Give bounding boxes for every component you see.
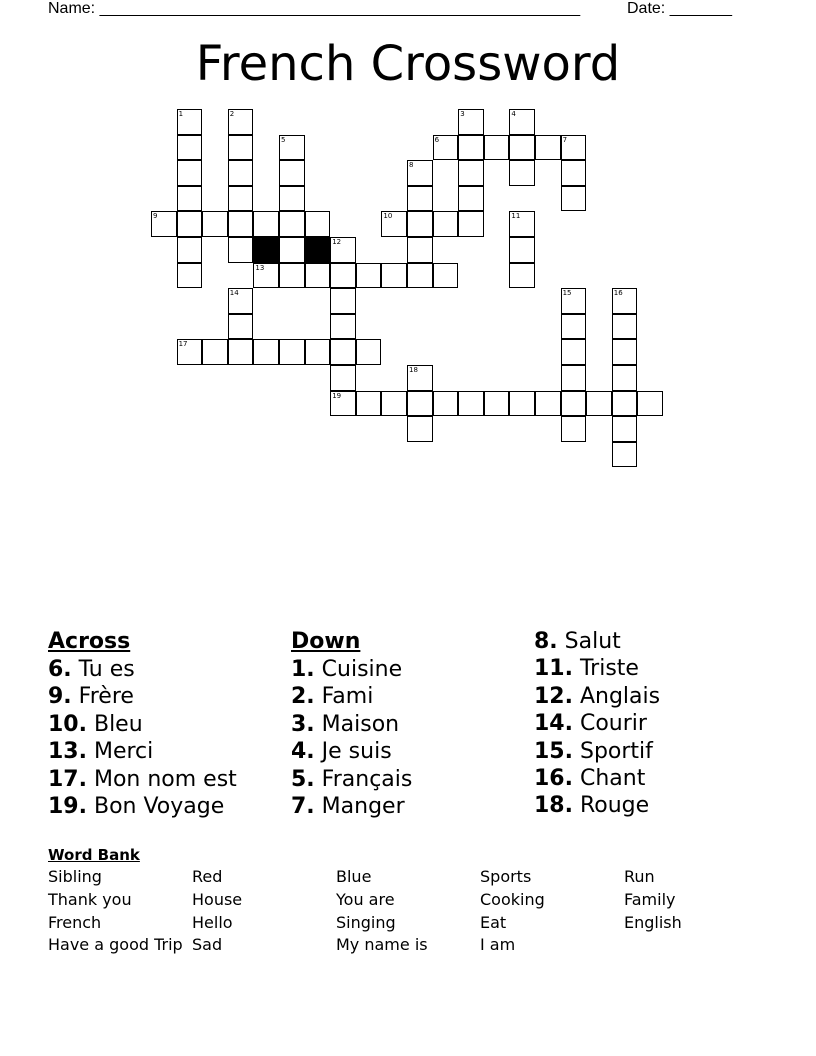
grid-cell[interactable]: [279, 135, 305, 161]
clue-item: [534, 792, 660, 819]
clue-text: Bon Voyage: [86, 794, 225, 820]
clue-number: 11.: [534, 656, 573, 682]
clue-text: Chant: [572, 766, 646, 792]
grid-cell[interactable]: [177, 339, 203, 365]
clue-number: 6: [434, 135, 440, 144]
clue-text: Français: [314, 766, 413, 792]
grid-cell[interactable]: [509, 211, 535, 237]
grid-cell[interactable]: [279, 186, 305, 212]
grid-cell[interactable]: [637, 391, 663, 417]
clue-number: 17: [178, 340, 188, 349]
grid-cell[interactable]: [228, 135, 254, 161]
word-bank-item: Blue: [336, 867, 372, 886]
grid-cell[interactable]: [433, 263, 459, 289]
word-bank-item: Sports: [480, 867, 532, 886]
clue-item: [48, 793, 237, 820]
clue-number: 12.: [534, 683, 573, 709]
grid-cell[interactable]: [330, 237, 356, 263]
grid-cell[interactable]: [561, 416, 587, 442]
across-heading: Across: [48, 629, 131, 654]
clue-text: Frère: [71, 684, 134, 710]
clue-number: 4: [511, 110, 516, 118]
clue-number: 2.: [291, 684, 315, 710]
grid-cell[interactable]: [407, 365, 433, 391]
grid-cell[interactable]: [612, 391, 638, 417]
word-bank-item: Red: [192, 867, 223, 886]
grid-cell[interactable]: [612, 339, 638, 365]
grid-cell[interactable]: [253, 263, 279, 289]
clue-number: 1.: [291, 657, 315, 682]
grid-cell[interactable]: [330, 288, 356, 314]
grid-cell[interactable]: [458, 160, 484, 186]
clue-number: 10.: [48, 711, 87, 737]
grid-cell[interactable]: [561, 339, 587, 365]
grid-cell[interactable]: [612, 288, 638, 314]
grid-cell[interactable]: [177, 211, 203, 237]
grid-cell[interactable]: [509, 237, 535, 263]
clue-number: 9: [153, 212, 158, 221]
clue-text: Fami: [314, 684, 374, 710]
grid-cell[interactable]: [305, 263, 331, 289]
grid-cell[interactable]: [561, 186, 587, 212]
clue-number: 6.: [48, 657, 72, 682]
clue-item: [291, 766, 412, 793]
clue-text: Maison: [314, 711, 400, 737]
clue-text: Manger: [314, 794, 405, 820]
word-bank-item: Sad: [192, 935, 223, 954]
grid-cell[interactable]: [356, 339, 382, 365]
grid-cell[interactable]: [612, 314, 638, 340]
word-bank-item: Hello: [192, 913, 233, 932]
clue-number: 3: [460, 110, 465, 118]
grid-block: [253, 237, 279, 263]
name-line: Name: ______________________________________________________: [48, 0, 581, 17]
clue-number: 11: [511, 212, 521, 221]
grid-cell[interactable]: [561, 160, 587, 186]
word-bank-item: Sibling: [48, 867, 102, 886]
grid-cell[interactable]: [279, 339, 305, 365]
grid-cell[interactable]: [279, 211, 305, 237]
down-clues: [291, 628, 412, 820]
clue-text: Mon nom est: [86, 766, 237, 792]
grid-cell[interactable]: [407, 186, 433, 212]
clue-number: 4.: [291, 739, 315, 765]
grid-cell[interactable]: [228, 288, 254, 314]
across-clues: [48, 628, 237, 820]
clue-number: 10: [383, 212, 393, 221]
clue-number: 5.: [291, 766, 315, 792]
grid-cell[interactable]: [561, 288, 587, 314]
clue-text: Anglais: [572, 683, 661, 709]
grid-cell[interactable]: [561, 135, 587, 161]
grid-cell[interactable]: [484, 391, 510, 417]
clue-number: 14: [229, 289, 239, 298]
grid-cell[interactable]: [305, 339, 331, 365]
grid-cell[interactable]: [535, 391, 561, 417]
crossword-grid: [0, 0, 816, 480]
grid-cell[interactable]: [535, 135, 561, 161]
clue-text: Je suis: [314, 739, 392, 765]
clue-text: Courir: [572, 711, 647, 737]
grid-cell[interactable]: [484, 135, 510, 161]
grid-cell[interactable]: [253, 211, 279, 237]
clue-item: [48, 656, 237, 683]
grid-cell[interactable]: [458, 186, 484, 212]
grid-cell[interactable]: [509, 109, 535, 135]
word-bank-item: My name is: [336, 935, 428, 954]
clue-item: [534, 628, 660, 655]
clue-text: Bleu: [86, 711, 143, 737]
clue-item: [534, 655, 660, 682]
grid-cell[interactable]: [305, 211, 331, 237]
page-title: French Crossword: [195, 36, 621, 92]
grid-cell[interactable]: [381, 263, 407, 289]
clue-number: 5: [281, 135, 286, 144]
grid-cell[interactable]: [177, 263, 203, 289]
word-bank-item: Thank you: [48, 890, 132, 909]
grid-cell[interactable]: [407, 237, 433, 263]
clue-number: 9.: [48, 684, 72, 710]
clue-text: Triste: [572, 656, 639, 682]
clue-item: [48, 766, 237, 793]
word-bank-item: Eat: [480, 913, 507, 932]
clue-number: 13.: [48, 739, 87, 765]
grid-cell[interactable]: [433, 211, 459, 237]
grid-cell[interactable]: [407, 416, 433, 442]
grid-cell[interactable]: [279, 160, 305, 186]
grid-cell[interactable]: [509, 160, 535, 186]
clue-item: [291, 656, 412, 683]
grid-cell[interactable]: [458, 109, 484, 135]
word-bank-item: French: [48, 913, 102, 932]
clue-item: [534, 710, 660, 737]
grid-cell[interactable]: [356, 391, 382, 417]
clue-number: 16: [613, 289, 623, 298]
grid-cell[interactable]: [458, 211, 484, 237]
grid-cell[interactable]: [433, 135, 459, 161]
clue-text: Sportif: [572, 738, 653, 764]
clue-item: [48, 738, 237, 765]
clue-number: 3.: [291, 711, 315, 737]
clue-item: [48, 683, 237, 710]
grid-cell[interactable]: [330, 314, 356, 340]
grid-cell[interactable]: [279, 263, 305, 289]
grid-cell[interactable]: [407, 263, 433, 289]
clue-number: 16.: [534, 766, 573, 792]
grid-cell[interactable]: [612, 442, 638, 468]
clue-number: 18: [409, 366, 418, 374]
grid-cell[interactable]: [561, 391, 587, 417]
grid-cell[interactable]: [407, 160, 433, 186]
grid-cell[interactable]: [177, 109, 203, 135]
date-line: Date: _______: [627, 0, 732, 17]
grid-cell[interactable]: [177, 237, 203, 263]
word-bank-item: Family: [624, 890, 676, 909]
clue-number: 19.: [48, 794, 87, 820]
word-bank-title: Word Bank: [48, 846, 140, 864]
grid-block: [305, 237, 331, 263]
grid-cell[interactable]: [330, 391, 356, 417]
clue-item: [291, 738, 412, 765]
grid-cell[interactable]: [253, 339, 279, 365]
grid-cell[interactable]: [561, 365, 587, 391]
grid-cell[interactable]: [458, 391, 484, 417]
clue-number: 17.: [48, 766, 87, 792]
grid-cell[interactable]: [177, 186, 203, 212]
clue-number: 7.: [291, 794, 315, 820]
word-bank-item: House: [192, 890, 243, 909]
grid-cell[interactable]: [381, 211, 407, 237]
clue-text: Cuisine: [314, 657, 403, 682]
grid-cell[interactable]: [228, 160, 254, 186]
grid-cell[interactable]: [228, 186, 254, 212]
grid-cell[interactable]: [228, 211, 254, 237]
grid-cell[interactable]: [330, 365, 356, 391]
grid-cell[interactable]: [407, 391, 433, 417]
clue-number: 2: [229, 110, 235, 118]
word-bank-item: Singing: [336, 913, 396, 932]
grid-cell[interactable]: [356, 263, 382, 289]
grid-cell[interactable]: [202, 339, 228, 365]
grid-cell[interactable]: [228, 237, 254, 263]
grid-cell[interactable]: [509, 263, 535, 289]
clue-number: 8: [409, 161, 414, 170]
grid-cell[interactable]: [330, 263, 356, 289]
word-bank-item: English: [624, 913, 682, 932]
grid-cell[interactable]: [407, 211, 433, 237]
grid-cell[interactable]: [228, 314, 254, 340]
grid-cell[interactable]: [330, 339, 356, 365]
clue-item: [534, 683, 660, 710]
clue-number: 14.: [534, 711, 573, 737]
word-bank-item: Run: [624, 867, 655, 886]
grid-cell[interactable]: [612, 416, 638, 442]
grid-cell[interactable]: [561, 314, 587, 340]
down-heading: Down: [291, 629, 361, 654]
grid-cell[interactable]: [509, 391, 535, 417]
clue-number: 1: [178, 110, 184, 118]
clue-number: 15.: [534, 738, 573, 764]
clue-item: [291, 793, 412, 820]
grid-cell[interactable]: [228, 109, 254, 135]
grid-cell[interactable]: [228, 339, 254, 365]
grid-cell[interactable]: [177, 160, 203, 186]
grid-cell[interactable]: [202, 211, 228, 237]
grid-cell[interactable]: [151, 211, 177, 237]
clue-number: 18.: [534, 793, 573, 819]
word-bank-item: You are: [336, 890, 395, 909]
clue-text: Merci: [86, 739, 154, 765]
clue-text: Tu es: [71, 657, 135, 682]
clue-number: 8.: [534, 629, 558, 654]
clue-number: 12: [332, 238, 342, 246]
grid-cell[interactable]: [433, 391, 459, 417]
clue-item: [48, 711, 237, 738]
grid-cell[interactable]: [586, 391, 612, 417]
clue-item: [291, 683, 412, 710]
grid-cell[interactable]: [458, 135, 484, 161]
grid-cell[interactable]: [177, 135, 203, 161]
clue-number: 13: [255, 263, 265, 272]
word-bank-item: I am: [480, 935, 516, 954]
clue-text: Rouge: [572, 793, 650, 819]
clue-number: 15: [562, 289, 572, 298]
grid-cell[interactable]: [279, 237, 305, 263]
down-clues-continued: [534, 628, 660, 820]
grid-cell[interactable]: [509, 135, 535, 161]
clue-item: [534, 738, 660, 765]
clue-item: [291, 711, 412, 738]
clue-item: [534, 765, 660, 792]
word-bank-item: Have a good Trip: [48, 935, 183, 954]
grid-cell[interactable]: [381, 391, 407, 417]
clue-number: 19: [332, 391, 342, 400]
word-bank-item: Cooking: [480, 890, 545, 909]
grid-cell[interactable]: [612, 365, 638, 391]
clue-number: 7: [562, 135, 568, 144]
clue-text: Salut: [557, 629, 621, 654]
